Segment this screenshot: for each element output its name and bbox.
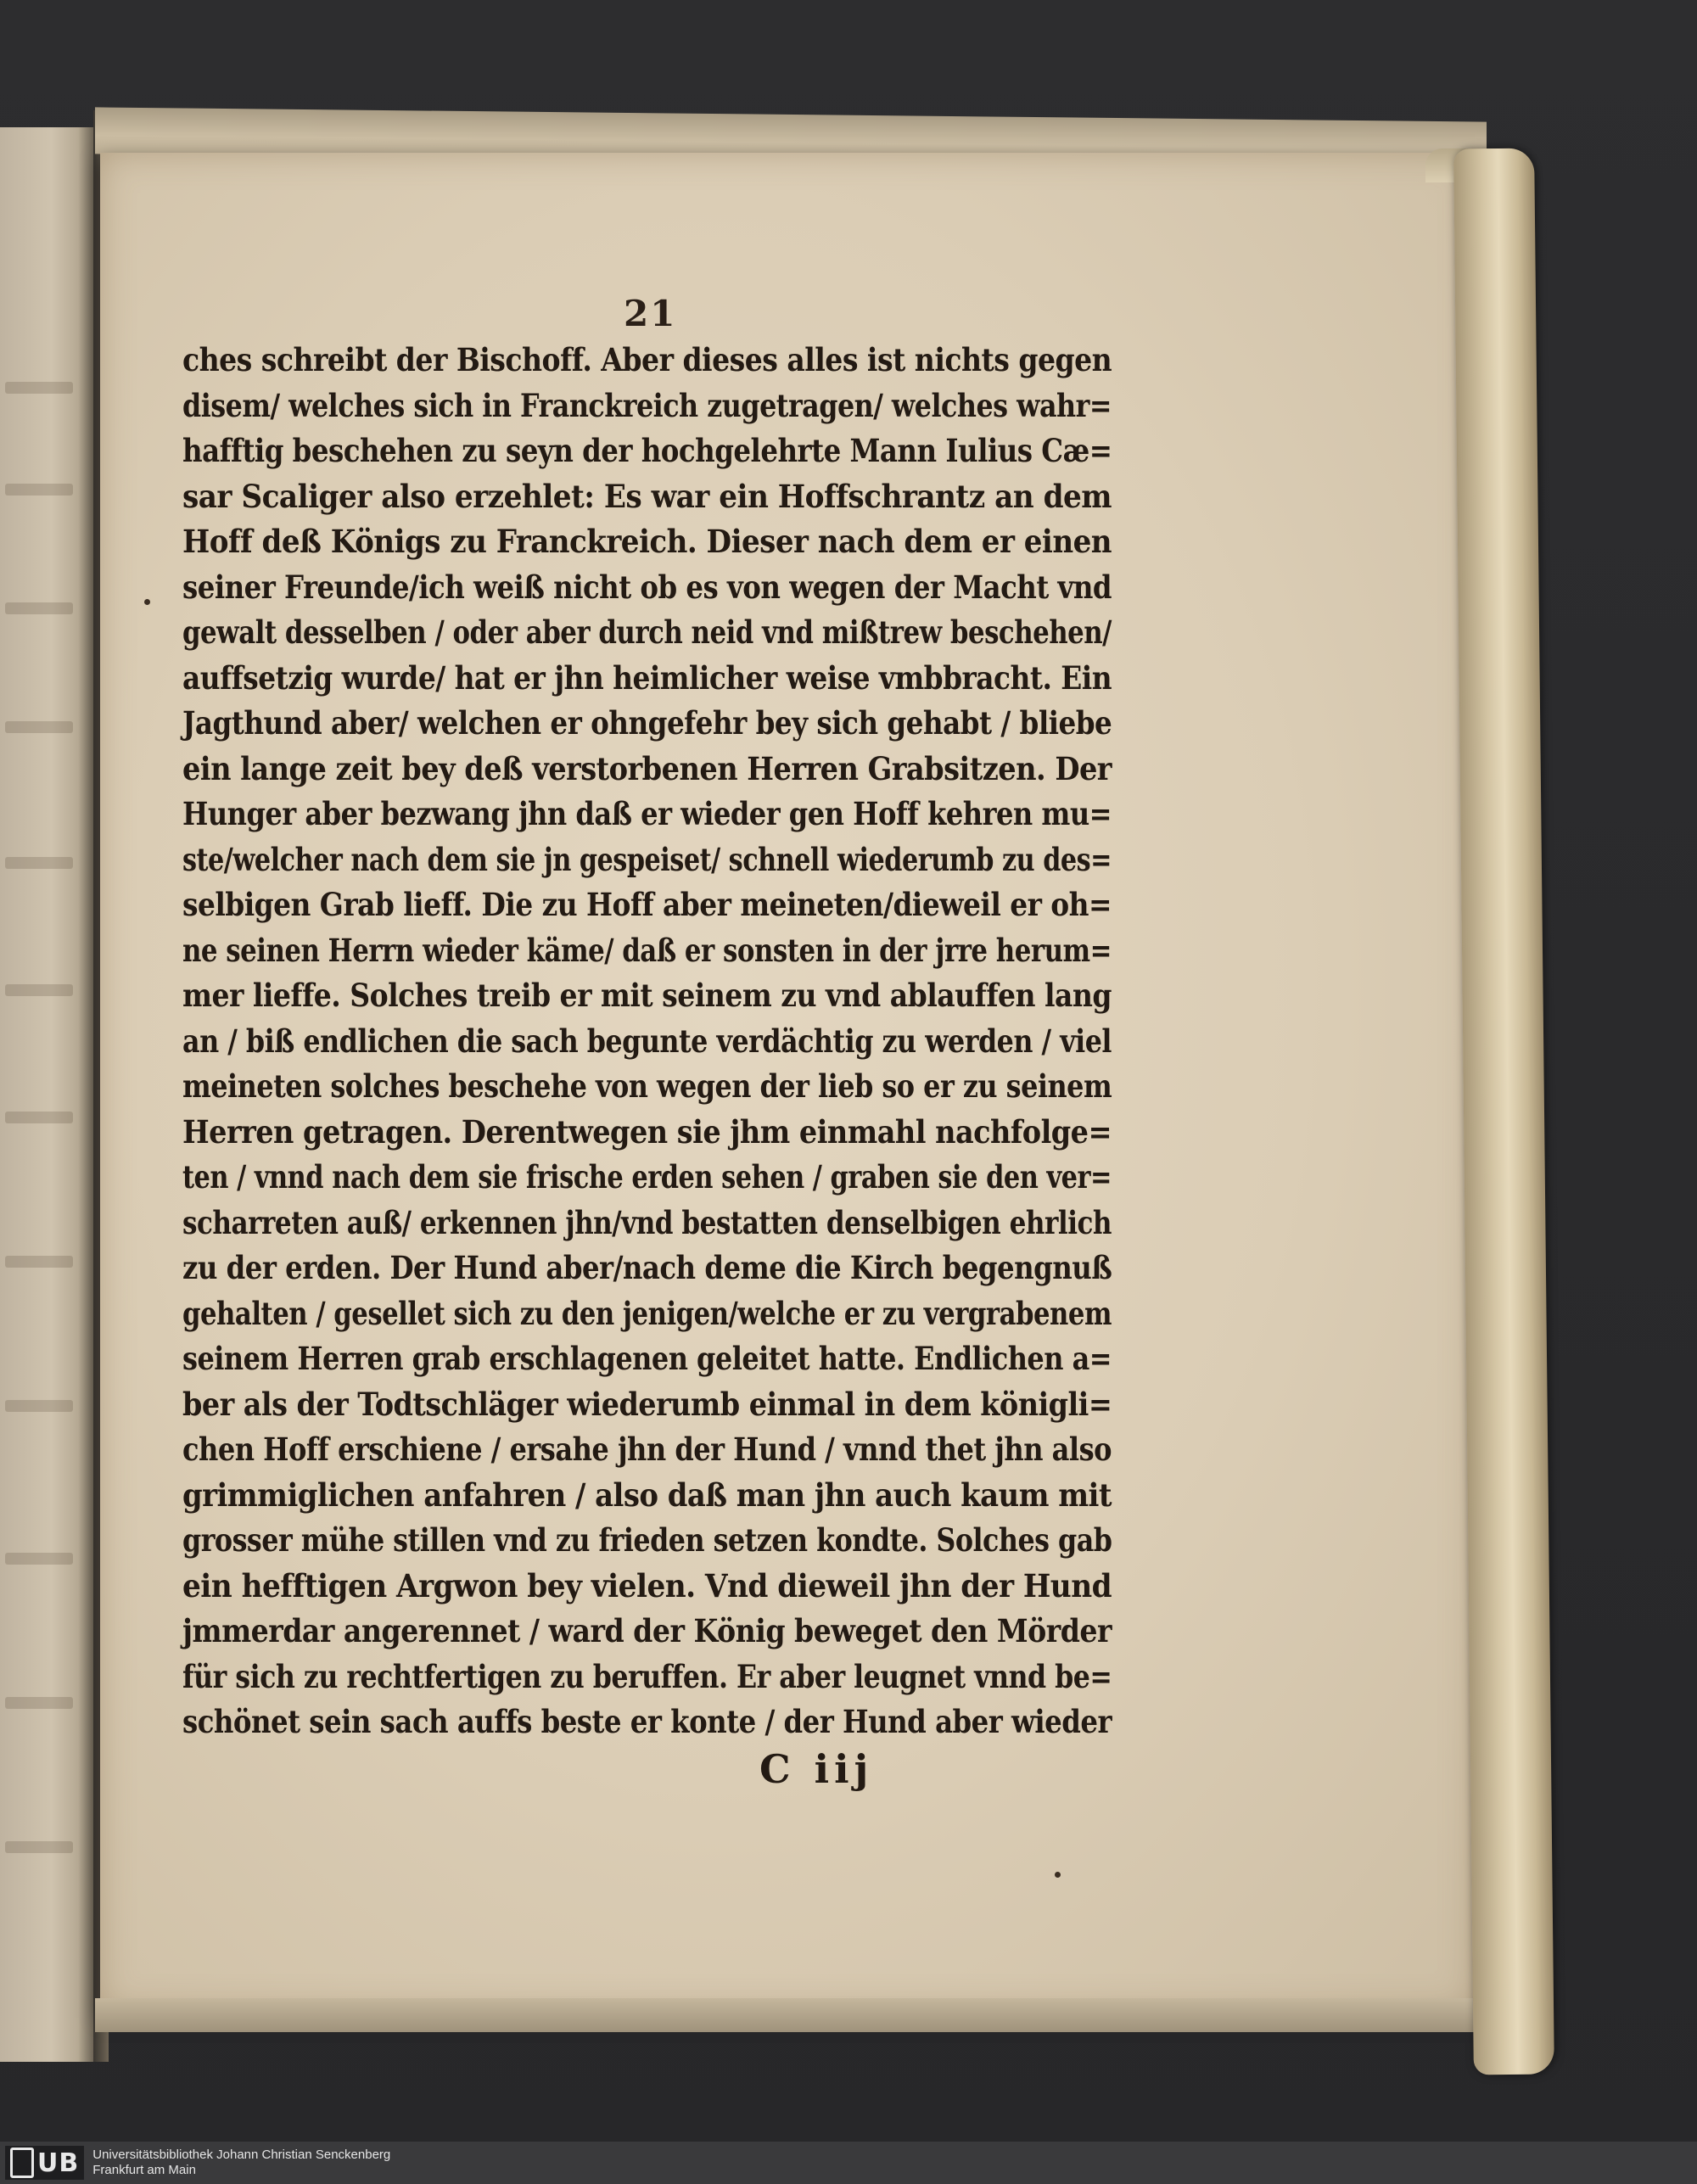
text-line: auffsetzig wurde/ hat er jhn heimlicher weise vmbbracht. Ein — [182, 658, 1112, 697]
text-line: Hoff deß Königs zu Franckreich. Dieser nach dem er einen — [182, 523, 1112, 560]
text-line: an / biß endlichen die sach begunte verdächtig zu werden / viel — [182, 1022, 1112, 1060]
text-line: ein hefftigen Argwon bey vielen. Vnd dieweil jhn der Hund — [182, 1566, 1112, 1604]
page-number: 21 — [624, 293, 677, 334]
footer-bar — [0, 2142, 1697, 2184]
text-line: Herren getragen. Derentwegen sie jhm einmahl nachfolge= — [182, 1112, 1112, 1151]
text-line: gewalt desselben / oder aber durch neid vnd mißtrew beschehen/ — [182, 613, 1112, 651]
text-line: schönet sein sach auffs beste er konte / der Hund aber wieder — [182, 1703, 1112, 1740]
text-line: ste/welcher nach dem sie jn gespeiset/ schnell wiederumb zu des= — [182, 840, 1112, 878]
text-line: meineten solches beschehe von wegen der lieb so er zu seinem — [182, 1067, 1112, 1105]
text-line: Jagthund aber/ welchen er ohngefehr bey sich gehabt / bliebe — [182, 704, 1112, 742]
text-line: ein lange zeit bey deß verstorbenen Herren Grabsitzen. Der — [182, 749, 1112, 787]
text-line: Hunger aber bezwang jhn daß er wieder gen Hoff kehren mu= — [182, 795, 1112, 832]
text-line: seiner Freunde/ich weiß nicht ob es von wegen der Macht vnd — [182, 568, 1112, 606]
footer-credit — [92, 2148, 390, 2178]
text-block — [182, 338, 1112, 1745]
text-line: hafftig beschehen zu seyn der hochgelehrte Mann Iulius Cæ= — [182, 432, 1112, 469]
text-line: jmmerdar angerennet / ward der König beweget den Mörder — [182, 1612, 1112, 1649]
institution-city: Frankfurt am Main — [92, 2163, 196, 2177]
text-line: grimmiglichen anfahren / also daß man jhn auch kaum mit — [182, 1476, 1112, 1514]
text-line: zu der erden. Der Hund aber/nach deme die Kirch begengnuß — [182, 1249, 1112, 1286]
text-line: selbigen Grab lieff. Die zu Hoff aber meineten/dieweil er oh= — [182, 886, 1112, 923]
previous-leaf-edge — [0, 127, 95, 2062]
logo-mark-icon — [10, 2148, 34, 2178]
text-line: grosser mühe stillen vnd zu frieden setzen kondte. Solches gab — [182, 1521, 1112, 1559]
institution-name: Universitätsbibliothek Johann Christian Senckenberg — [92, 2148, 391, 2162]
text-line: ten / vnnd nach dem sie frische erden sehen / graben sie den ver= — [182, 1158, 1112, 1196]
margin-dot — [1055, 1872, 1061, 1878]
text-line: für sich zu rechtfertigen zu beruffen. Er aber leugnet vnnd be= — [182, 1657, 1112, 1695]
text-line: chen Hoff erschiene / ersahe jhn der Hund / vnnd thet jhn also — [182, 1431, 1112, 1468]
signature-mark: C iij — [759, 1746, 874, 1792]
text-line: mer lieffe. Solches treib er mit seinem zu vnd ablauffen lang — [182, 977, 1112, 1014]
margin-dot — [144, 599, 150, 605]
page-bottom-edge — [95, 1998, 1478, 2032]
text-line: ber als der Todtschläger wiederumb einmal in dem königli= — [182, 1385, 1112, 1423]
text-line: gehalten / gesellet sich zu den jenigen/welche er zu vergrabenem — [182, 1294, 1112, 1332]
text-line: ne seinen Herrn wieder käme/ daß er sonsten in der jrre herum= — [182, 931, 1112, 969]
text-line: seinem Herren grab erschlagenen geleitet hatte. Endlichen a= — [182, 1340, 1112, 1377]
text-line: ches schreibt der Bischoff. Aber dieses alles ist nichts gegen — [182, 341, 1112, 378]
text-line: sar Scaliger also erzehlet: Es war ein Hoffschrantz an dem — [182, 477, 1112, 515]
text-line: disem/ welches sich in Franckreich zugetragen/ welches wahr= — [182, 386, 1112, 424]
logo-text: UB — [37, 2148, 80, 2178]
text-line: scharreten auß/ erkennen jhn/vnd bestatten denselbigen ehrlich — [182, 1203, 1112, 1241]
library-logo[interactable] — [5, 2146, 84, 2180]
